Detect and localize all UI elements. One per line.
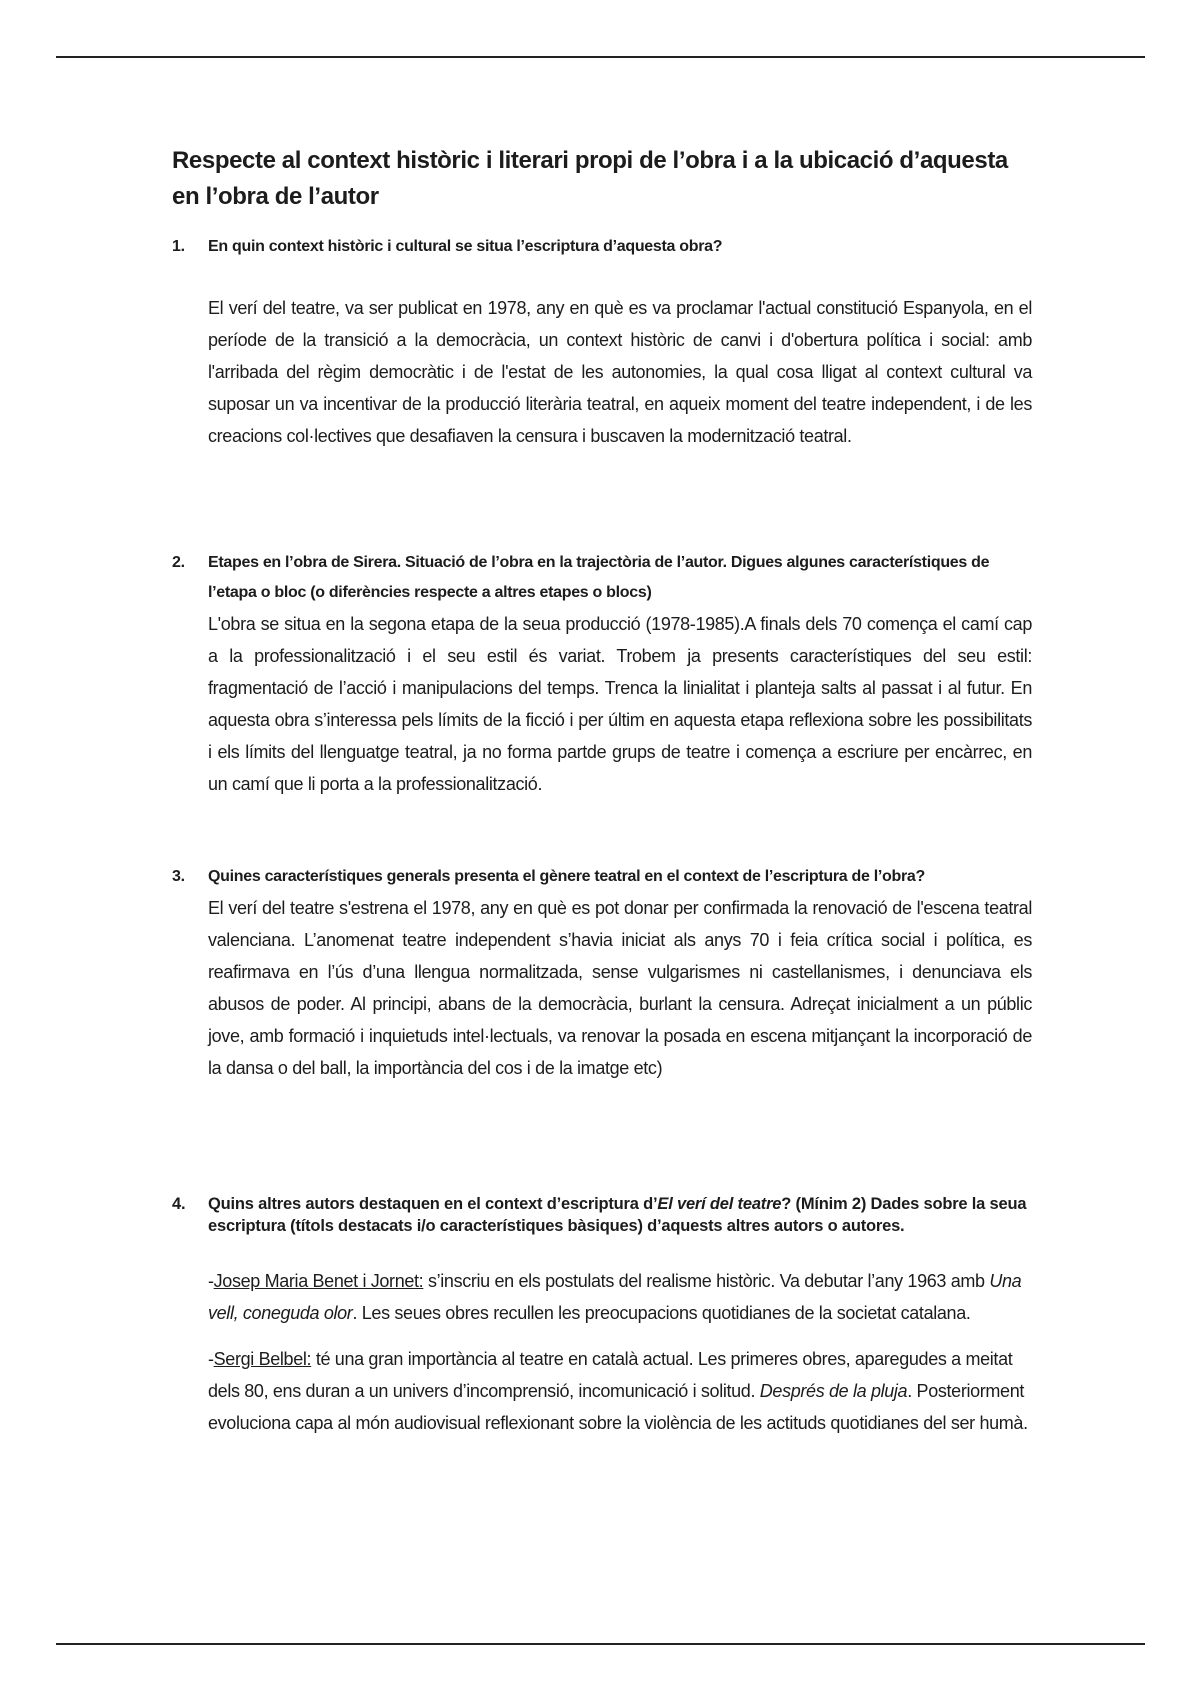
document-heading-block — [172, 143, 1032, 215]
question-text: Etapes en l’obra de Sirera. Situació de l’obra en la trajectòria de l’autor. Digues algunes característiques de l’etapa o bloc (o diferències respecte a altres etapes o blocs) — [208, 554, 990, 601]
work-title: Després de la pluja — [759, 1381, 908, 1401]
question-text: En quin context històric i cultural se situa l’escriptura d’aquesta obra? — [208, 238, 723, 255]
author-name: Josep Maria Benet i Jornet: — [213, 1271, 424, 1291]
question-number: 4. — [172, 1195, 186, 1213]
author-entry-2 — [208, 1343, 1032, 1439]
work-title: El verí del teatre — [657, 1195, 782, 1213]
question-3 — [172, 862, 1032, 892]
question-text-part: Quins altres autors destaquen en el context d’escriptura d’ — [208, 1195, 658, 1213]
author-text: té una gran importància al teatre en català actual. Les primeres obres, aparegudes a meitat dels 80, ens duran a un univers d’incomprensió, incomunicació i solitud. — [208, 1349, 1013, 1401]
question-2 — [172, 548, 1032, 608]
question-number: 2. — [172, 554, 185, 571]
answer-3: El verí del teatre s'estrena el 1978, any en què es pot donar per confirmada la renovació de l'escena teatral valenciana. L’anomenat teatre independent s’havia iniciat als anys 70 i feia crítica social i política, es reafirmava en l’ús d’una llengua normalitzada, sense vulgarismes ni castellanismes, i denunciava els abusos de poder. Al principi, abans de la democràcia, burlant la censura. Adreçat inicialment a un públic jove, amb formació i inquietuds intel·lectuals, va renovar la posada en escena mitjançant la incorporació de la dansa o del ball, la importància del cos i de la imatge etc) — [208, 898, 1032, 1078]
dash: - — [208, 1271, 214, 1291]
section-2 — [172, 548, 1032, 800]
question-number: 1. — [172, 238, 185, 255]
question-1 — [172, 232, 1032, 262]
author-text: . Les seues obres recullen les preocupacions quotidianes de la societat catalana. — [352, 1303, 971, 1323]
bottom-rule — [56, 1643, 1145, 1645]
question-text: Quines característiques generals presenta el gènere teatral en el context de l’escriptura de l’obra? — [208, 868, 925, 885]
question-4 — [172, 1193, 1032, 1237]
dash: - — [208, 1349, 214, 1369]
author-text: . Posteriorment evoluciona capa al món audiovisual reflexionant sobre la violència de les actituds quotidianes del ser humà. — [208, 1381, 1028, 1433]
author-entry-1 — [208, 1265, 1032, 1329]
section-1 — [172, 232, 1032, 452]
author-name: Sergi Belbel: — [213, 1349, 312, 1369]
question-number: 3. — [172, 868, 185, 885]
section-3 — [172, 862, 1032, 1084]
question-text — [208, 1193, 1032, 1237]
work-title: Una vell, coneguda olor — [208, 1271, 1022, 1323]
document-heading: Respecte al context històric i literari propi de l’obra i a la ubicació d’aquesta en l’obra de l’autor — [172, 147, 1008, 210]
section-4 — [172, 1193, 1032, 1439]
top-rule — [56, 56, 1145, 58]
answer-1: El verí del teatre, va ser publicat en 1978, any en què es va proclamar l'actual constitució Espanyola, en el període de la transició a la democràcia, un context històric de canvi i d'obertura política i social: amb l'arribada del règim democràtic i de l'estat de les autonomies, la qual cosa lligat al context cultural va suposar un va incentivar de la producció literària teatral, en aqueix moment del teatre independent, i de les creacions col·lectives que desafiaven la censura i buscaven la modernització teatral. — [208, 298, 1032, 446]
answer-2: L'obra se situa en la segona etapa de la seua producció (1978-1985).A finals dels 70 comença el camí cap a la professionalització i el seu estil és variat. Trobem ja presents característiques del seu estil: fragmentació de l’acció i manipulacions del temps. Trenca la linialitat i planteja salts al passat i al futur. En aquesta obra s’interessa pels límits de la ficció i per últim en aquesta etapa reflexiona sobre les possibilitats i els límits del llenguatge teatral, ja no forma partde grups de teatre i comença a escriure per encàrrec, en un camí que li porta a la professionalització. — [208, 614, 1032, 794]
author-text: s’inscriu en els postulats del realisme històric. Va debutar l’any 1963 amb — [423, 1271, 990, 1291]
question-text-part: ? (Mínim 2) Dades sobre la seua escriptura (títols destacats i/o característiques bàsiques) d’aquests altres autors o autores. — [208, 1195, 1027, 1235]
